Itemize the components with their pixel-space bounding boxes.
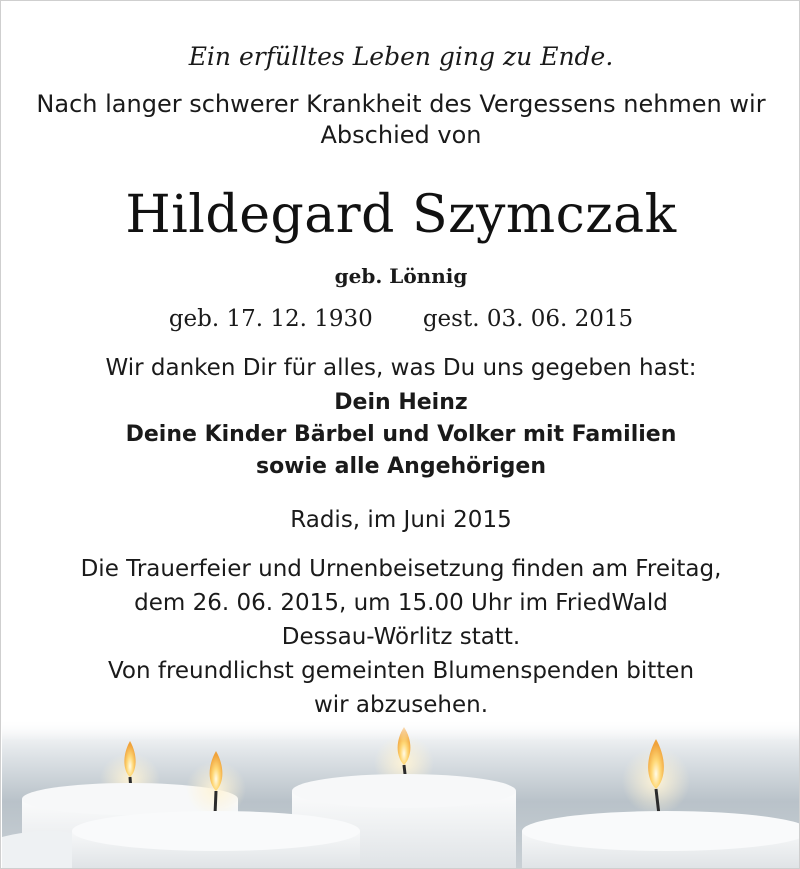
birth-date: geb. 17. 12. 1930 xyxy=(168,306,373,332)
mourner-line: sowie alle Angehörigen xyxy=(255,454,547,479)
life-dates xyxy=(1,303,800,335)
death-date: gest. 03. 06. 2015 xyxy=(422,306,634,332)
funeral-line: Die Trauerfeier und Urnenbeisetzung finden am Freitag, xyxy=(80,556,722,582)
maiden-name: geb. Lönnig xyxy=(334,264,468,288)
motto: Ein erfülltes Leben ging zu Ende. xyxy=(188,42,614,71)
funeral-line: Dessau-Wörlitz statt. xyxy=(281,624,521,650)
mourner-line: Deine Kinder Bärbel und Volker mit Familien xyxy=(125,422,677,447)
funeral-line: Von freundlichst gemeinten Blumenspenden bitten xyxy=(107,658,695,684)
candles-photo xyxy=(2,719,800,869)
mourners-list xyxy=(1,387,800,483)
intro-text xyxy=(1,89,800,151)
intro-line: Abschied von xyxy=(320,121,482,149)
funeral-line: dem 26. 06. 2015, um 15.00 Uhr im FriedWald xyxy=(134,590,668,616)
candles-illustration xyxy=(2,719,800,869)
mourner-line: Dein Heinz xyxy=(334,390,468,415)
deceased-name: Hildegard Szymczak xyxy=(125,185,677,245)
funeral-info xyxy=(1,552,800,722)
intro-line: Nach langer schwerer Krankheit des Vergessens nehmen wir xyxy=(36,90,766,118)
place-date: Radis, im Juni 2015 xyxy=(290,507,512,533)
funeral-line: wir abzusehen. xyxy=(313,692,489,718)
thanks-line: Wir danken Dir für alles, was Du uns gegeben hast: xyxy=(105,355,697,381)
